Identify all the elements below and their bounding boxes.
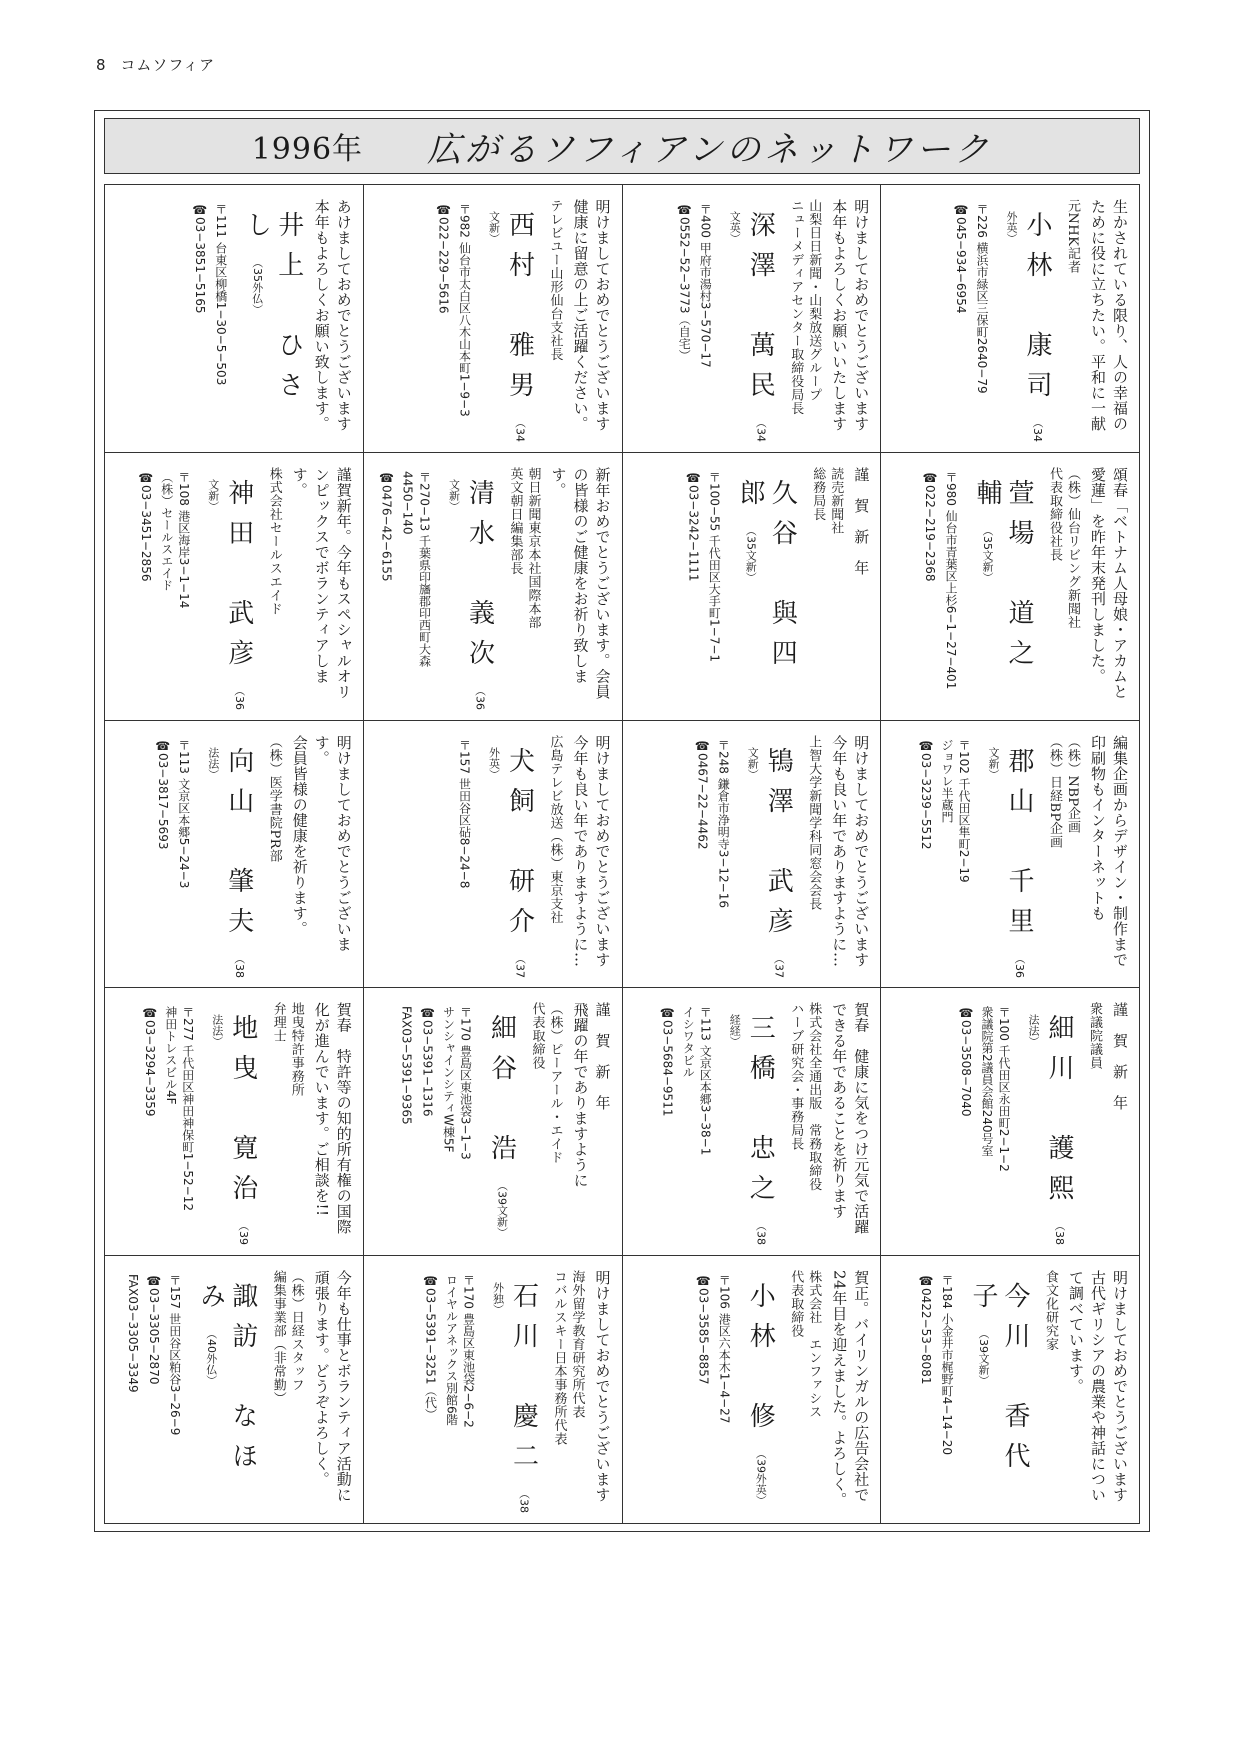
affiliation: 上智大学新聞学科同窓会会長: [806, 734, 822, 911]
phone-number: ☎03−3508−7040: [959, 1006, 973, 1117]
affiliation: 広島テレビ放送（株）東京支社: [547, 734, 563, 924]
postal-address: 〒157 世田谷区砧8−24−8: [457, 738, 472, 888]
greeting-message: 賀正。バイリンガルの広告会社で 24年目を迎えました。よろしく。: [830, 1270, 871, 1508]
greeting-message: 明けましておめでとうございます 今年も良い年でありますように…: [830, 734, 871, 968]
greeting-message: 明けましておめでとうございます。 会員皆様の健康を祈ります。: [290, 734, 353, 952]
affiliation: （株）仙台リビング新聞社 代表取締役社長: [1047, 466, 1080, 629]
greeting-message: 謹 賀 新 年: [1111, 1002, 1129, 1111]
member-name: 地曳 寛治: [227, 1014, 258, 1215]
affiliation: 株式会社セールスエイド: [266, 466, 282, 616]
class-year: （38法法）: [206, 746, 246, 978]
member-name: 諏訪 なほみ: [195, 1282, 258, 1483]
member-name-line: [485, 747, 536, 980]
member-name-line: [734, 479, 798, 712]
banner: [104, 118, 1140, 174]
greeting-card: [105, 1256, 364, 1524]
postal-address: 〒100 千代田区永田町2−1−2 衆議院第2議員会館240号室: [980, 1006, 1011, 1173]
greeting-grid: [104, 184, 1140, 1524]
member-name-line: [489, 1282, 540, 1515]
greeting-card: [623, 453, 882, 721]
greeting-card: [881, 988, 1140, 1256]
affiliation: 海外留学教育研究所代表 コバルスキー日本事務所代表: [551, 1270, 585, 1446]
class-year: （39法法）: [210, 1014, 250, 1246]
postal-address: 〒270−13 千葉県印旛郡印西町大森4450−140: [400, 470, 432, 667]
greeting-message: 明けましておめでとうございます 古代ギリシアの農業や神話につい て調べています。: [1067, 1270, 1129, 1503]
phone-number: ☎0476−42−6155: [379, 470, 394, 582]
member-name: 細谷 浩: [486, 1014, 517, 1175]
member-name: 井上 ひさし: [241, 211, 304, 411]
phone-number: ☎045−934−6954: [954, 203, 968, 314]
class-year: （34文英）: [728, 211, 768, 442]
member-name-line: [485, 211, 536, 444]
greeting-card: [881, 185, 1140, 453]
member-name: 清水 義次: [464, 478, 495, 679]
member-name-line: [725, 1014, 776, 1247]
phone-number: ☎03−3817−5693: [155, 738, 170, 850]
member-name: 鴇澤 武彦: [763, 746, 794, 947]
greeting-card: [623, 988, 882, 1256]
greeting-message: 明けましておめでとうございます: [593, 1270, 612, 1503]
greeting-card: [364, 721, 623, 989]
postal-address: 〒184 小金井市梶野町4−14−20: [940, 1274, 954, 1456]
class-year: （36文新）: [987, 746, 1026, 978]
member-name-line: [204, 479, 255, 712]
postal-address: 〒157 世田谷区粕谷3−26−9: [167, 1274, 182, 1436]
member-name-line: [743, 747, 794, 980]
member-name: 三橋 忠之: [745, 1014, 776, 1215]
class-year: （40外仏）: [204, 1328, 218, 1387]
publication-name: コムソフィア: [120, 56, 216, 74]
phone-number: ☎03−3305−2870: [146, 1274, 161, 1385]
affiliation: 地曳特許事務所 弁理士: [270, 1002, 304, 1097]
class-year: （36文新）: [447, 478, 487, 710]
greeting-card: [364, 1256, 623, 1524]
greeting-card: [881, 1256, 1140, 1524]
phone-number: ☎03−3585−8857: [696, 1274, 711, 1385]
class-year: （34外英）: [1005, 211, 1044, 442]
member-name: 今川 香代子: [968, 1282, 1030, 1483]
postal-address: 〒106 港区六本木1−4−27: [717, 1274, 732, 1424]
member-name-line: [744, 1282, 776, 1515]
postal-address: 〒982 仙台市太白区八木山本町1−9−3: [457, 203, 472, 417]
class-year: （35文新）: [744, 524, 758, 583]
class-year: （39外英）: [754, 1448, 768, 1507]
greeting-card: [105, 185, 364, 453]
greeting-card: [364, 453, 623, 721]
greeting-message: 編集企画からデザイン・制作まで 印刷物もインターネットも: [1089, 734, 1129, 968]
greeting-message: 頌春「ベトナム人母娘・アカムと 愛蓮」を昨年末発刊しました。: [1089, 466, 1129, 700]
class-year: （35外仏）: [250, 257, 264, 315]
fax-number: FAX03−3305−3349: [125, 1274, 140, 1393]
postal-address: 〒277 千代田区神田神保町1−52−12 神田トレスビル4F: [163, 1006, 195, 1212]
phone-number: ☎022−229−5616: [436, 203, 451, 314]
member-name: 石川 慶二: [508, 1282, 539, 1483]
affiliation: 食文化研究家: [1043, 1270, 1058, 1352]
greeting-card: [881, 721, 1140, 989]
member-name: 犬飼 研介: [504, 746, 535, 947]
affiliation: （株）日経スタッフ 編集事業部（非常勤）: [270, 1270, 304, 1406]
affiliation: 山梨日日新聞・山梨放送グループ ニューメディアセンター取締役局長: [788, 199, 822, 415]
member-name-line: [195, 1282, 259, 1515]
affiliation: テレビユー山形仙台支社長: [547, 199, 563, 361]
greeting-message: 今年も仕事とボランティア活動に 頑張ります。どうぞよろしく。: [312, 1270, 353, 1503]
greeting-message: 賀春 健康に気をつけ元気で活躍 できる年であることを祈ります: [830, 1002, 871, 1235]
class-year: （37外英）: [487, 746, 527, 978]
class-year: （37文新）: [746, 746, 786, 978]
postal-address: 〒400 甲府市湯村3−570−17: [698, 203, 713, 368]
member-name-line: [241, 211, 305, 444]
phone-number: ☎03−3294−3359: [142, 1006, 157, 1117]
greeting-card: [105, 721, 364, 989]
greeting-message: 明けましておめでとうございます 今年も良い年でありますように…: [571, 734, 612, 968]
class-year: （38経経）: [728, 1014, 768, 1246]
affiliation: （株）NBP企画 （株）日経BP企画: [1047, 734, 1080, 849]
greeting-message: 謹賀新年。今年もスペシャルオリ ンピックスでボランティアします。: [290, 466, 353, 700]
postal-address: 〒113 文京区本郷3−38−1 イシワタビル: [681, 1006, 713, 1156]
phone-number: ☎03−3851−5165: [192, 203, 207, 314]
member-name: 細川 護熙: [1044, 1014, 1074, 1215]
member-name: 小林 修: [745, 1282, 776, 1443]
greeting-message: 賀春 特許等の知的所有権の国際 化が進んでいます。ご相談を!!: [312, 1002, 353, 1235]
postal-address: 〒108 港区海岸3−1−14 （株）セールスエイド: [159, 470, 191, 609]
greeting-card: [105, 453, 364, 721]
class-year: （35文新）: [981, 524, 994, 583]
member-name-line: [1002, 211, 1053, 444]
affiliation: （株）ピーアール・エイド 代表取締役: [529, 1002, 563, 1165]
phone-number: ☎022−219−2368: [923, 470, 937, 582]
postal-address: 〒111 台東区柳橋1−30−5−503: [213, 203, 228, 386]
postal-address: 〒102 千代田区隼町2−19 ジョワレ半蔵門: [940, 738, 971, 883]
greeting-card: [364, 185, 623, 453]
greeting-message: 新年おめでとうございます。会員 の皆様のご健康をお祈り致します。: [549, 466, 612, 700]
greeting-card: [623, 185, 882, 453]
member-name-line: [725, 211, 776, 444]
greeting-card: [364, 988, 623, 1256]
greeting-message: あけましておめでとうございます 本年もよろしくお願い致します。: [312, 199, 353, 432]
class-year: （38法法）: [1027, 1014, 1066, 1246]
class-year: （38外独）: [491, 1282, 531, 1514]
affiliation: 衆議院議員: [1087, 1002, 1102, 1070]
phone-number: ☎03−3242−1111: [686, 470, 701, 582]
phone-number: ☎03−5391−3251（代）: [423, 1274, 438, 1421]
affiliation: 株式会社全通出版 常務取締役 ハーブ研究会・事務局長: [788, 1002, 822, 1192]
member-name-line: [984, 747, 1035, 980]
class-year: （36文新）: [206, 478, 246, 710]
affiliation: （株）医学書院PR部: [266, 734, 282, 863]
phone-number: ☎03−3239−5512: [919, 738, 933, 850]
greeting-card: [623, 721, 882, 989]
greeting-card: [623, 1256, 882, 1524]
class-year: （39文新）: [495, 1180, 509, 1239]
affiliation: 読売新聞社 総務局長: [810, 466, 844, 535]
phone-number: ☎03−5391−1316: [420, 1006, 435, 1117]
postal-address: 〒980 仙台市青葉区上杉6−1−27−401: [944, 470, 958, 690]
postal-address: 〒226 横浜市緑区三保町2640−79: [975, 203, 989, 394]
phone-number: ☎0422−53−8081: [919, 1274, 933, 1385]
fax-number: FAX03−5391−9365: [399, 1006, 414, 1126]
class-year: （39文新）: [977, 1328, 990, 1387]
banner-title: 広がるソフィアンのネットワーク: [427, 129, 993, 170]
affiliation: 株式会社 エンファシス 代表取締役: [788, 1270, 822, 1419]
phone-number: ☎0467−22−4462: [695, 738, 710, 850]
member-name: 西村 雅男: [504, 211, 535, 411]
member-name-line: [967, 1282, 1031, 1515]
postal-address: 〒100−55 千代田区大手町1−7−1: [707, 470, 722, 662]
member-name: 萱場 道之輔: [972, 478, 1034, 679]
member-name: 神田 武彦: [223, 478, 254, 679]
member-name: 小林 康司: [1022, 211, 1052, 411]
postal-address: 〒170 豊島区東池袋2−6−2 ロイヤルアネックス別館6階: [444, 1274, 476, 1428]
member-name: 久谷 與四郎: [735, 478, 798, 679]
phone-number: ☎0552−52−3773（自宅）: [677, 203, 692, 362]
member-name-line: [204, 747, 255, 980]
phone-number: ☎03−5684−9511: [660, 1006, 675, 1117]
member-name-line: [971, 479, 1035, 712]
member-name-line: [486, 1014, 518, 1247]
greeting-message: 明けましておめでとうございます 本年もよろしくお願いいたします: [830, 199, 871, 432]
greeting-card: [105, 988, 364, 1256]
banner-year: 1996年: [251, 132, 364, 167]
member-name: 向山 肇夫: [223, 746, 254, 947]
postal-address: 〒248 鎌倉市浄明寺3−12−16: [716, 738, 731, 908]
page-number: 8: [96, 56, 107, 74]
affiliation: 朝日新聞東京本社国際本部 英文朝日編集部長: [507, 466, 541, 629]
greeting-message: 謹 賀 新 年: [852, 466, 871, 576]
member-name-line: [1024, 1014, 1075, 1247]
affiliation: 元NHK記者: [1065, 199, 1080, 274]
class-year: （34文新）: [487, 211, 527, 442]
greeting-message: 明けましておめでとうございます 健康に留意の上ご活躍ください。: [571, 199, 612, 432]
greeting-message: 生かされている限り、人の幸福の ために役に立ちたい。平和に一献: [1089, 199, 1129, 432]
page-header: [96, 54, 215, 75]
member-name: 深澤 萬民: [745, 211, 776, 411]
member-name-line: [445, 479, 496, 712]
phone-number: ☎03−3451−2856: [138, 470, 153, 582]
greeting-card: [881, 453, 1140, 721]
postal-address: 〒113 文京区本郷5−24−3: [176, 738, 191, 888]
greeting-message: 謹 賀 新 年 飛躍の年でありますように: [571, 1002, 612, 1189]
member-name-line: [208, 1014, 259, 1247]
postal-address: 〒170 豊島区東池袋3−1−3 サンシャインシティW棟5F: [441, 1006, 473, 1161]
member-name: 郡山 千里: [1004, 746, 1034, 947]
